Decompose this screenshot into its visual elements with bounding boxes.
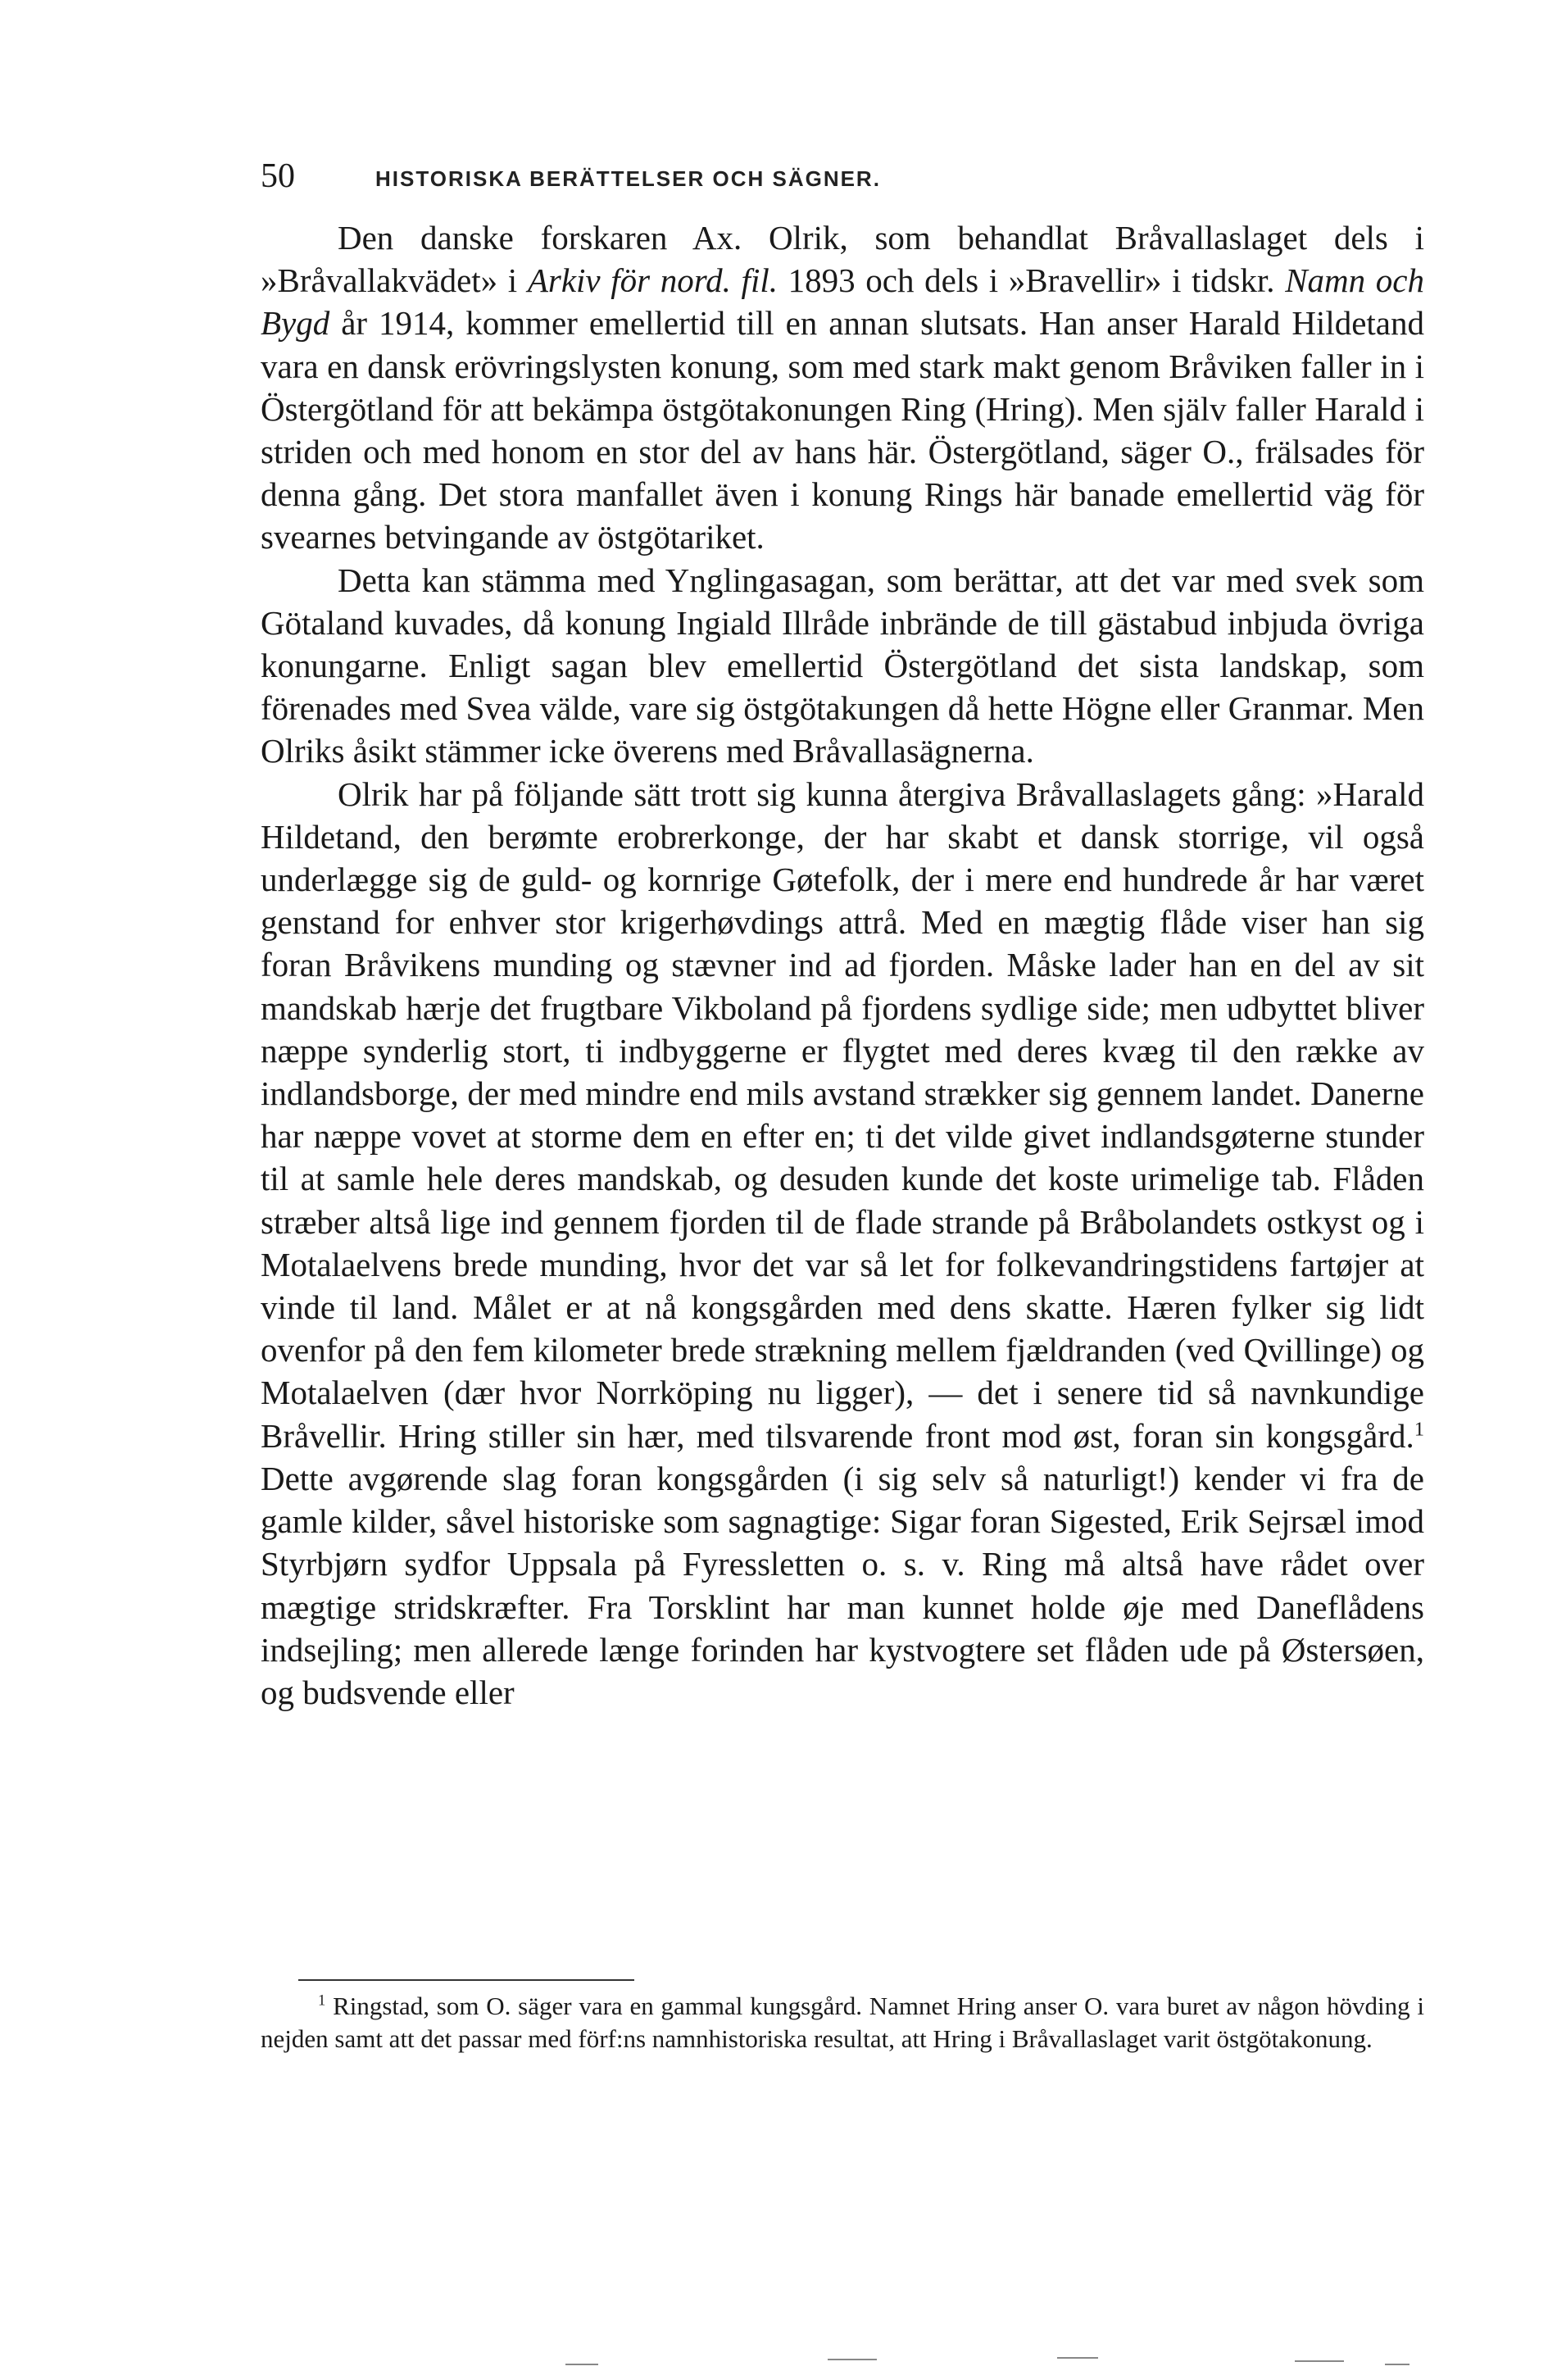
paragraph bbox=[261, 216, 1424, 559]
footnotes bbox=[261, 1990, 1424, 2055]
footnote-marker: 1 bbox=[318, 1992, 326, 2010]
page-header bbox=[261, 156, 1424, 205]
text-run: år 1914, kommer emellertid till en annan slutsats. Han anser Harald Hildetand vara en dansk erövringslysten konung, som med stark makt genom Bråviken faller in i Östergötland för att bekämpa östgötakonungen Ring (Hring). Men själv faller Harald i striden och med honom en stor del av hans här. Östergötland, säger O., frälsades för denna gång. Det stora manfallet även i konung Rings här banade emellertid väg för svearnes betvingande av östgötariket. bbox=[261, 304, 1424, 556]
scan-artifact bbox=[1057, 2357, 1098, 2359]
footnote bbox=[261, 1990, 1424, 2055]
scan-artifact bbox=[828, 2359, 877, 2360]
scan-artifact bbox=[1385, 2364, 1409, 2365]
scan-artifact bbox=[565, 2364, 598, 2365]
italic-title: Arkiv för nord. fil. bbox=[527, 261, 778, 300]
footnote-marker: 1 bbox=[1414, 1418, 1424, 1441]
text-run: Den danske forskaren Ax. Olrik, som behandlat Bråvallaslaget dels i »Bråvallakvädet» i bbox=[261, 219, 1424, 300]
body-text bbox=[261, 216, 1424, 1714]
text-run: 1893 och dels i »Bravellir» i tidskr. bbox=[777, 261, 1286, 300]
text-run: Dette avgørende slag foran kongsgården (i sig selv så naturligt!) kender vi fra de gamle kilder, såvel historiske som sagnagtige: Sigar foran Sigested, Erik Sejrsæl imod Styrbjørn sydfor Uppsala på Fyressletten o. s. v. Ring må altså have rådet over mægtige stridskræfter. Fra Torsklint har man kunnet holde øje med Daneflådens indsejling; men allerede længe forinden har kystvogtere set flåden ude på Østersøen, og budsvende eller bbox=[261, 1459, 1424, 1711]
text-run: Ringstad, som O. säger vara en gammal kungsgård. Namnet Hring anser O. vara buret av någon hövding i nejden samt att det passar med förf:ns namnhistoriska resultat, att Hring i Bråvallaslaget varit östgötakonung. bbox=[261, 1992, 1424, 2053]
paragraph bbox=[261, 773, 1424, 1714]
page-number: 50 bbox=[261, 157, 295, 195]
paragraph bbox=[261, 559, 1424, 773]
footnote-rule bbox=[298, 1979, 634, 1981]
italic-title: Namn och Bygd bbox=[261, 261, 1424, 343]
text-run: Detta kan stämma med Ynglingasagan, som berättar, att det var med svek som Götaland kuvades, då konung Ingiald Illråde inbrände de till gästabud inbjuda övriga konungarne. Enligt sagan blev emellertid Östergötland det sista landskap, som förenades med Svea välde, vare sig östgötakungen då hette Högne eller Granmar. Men Olriks åsikt stämmer icke överens med Bråvallasägnerna. bbox=[261, 561, 1424, 770]
scan-artifact bbox=[1295, 2360, 1344, 2362]
text-run: Olrik har på följande sätt trott sig kunna återgiva Bråvallaslagets gång: »Harald Hildetand, den berømte erobrerkonge, der har skabt et dansk storrige, vil også underlægge sig de guld- og kornrige Gøtefolk, der i mere end hundrede år har været genstand for enhver stor krigerhøvdings attrå. Med en mægtig flåde viser han sig foran Bråvikens munding og stævner ind ad fjorden. Måske lader han en del av sit mandskab hærje det frugtbare Vikboland på fjordens sydlige side; men udbyttet bliver næppe synderlig stort, ti indbyggerne er flygtet med deres kvæg til den række av indlandsborge, der med mindre end mils avstand strækker sig gennem landet. Danerne har næppe vovet at storme dem en efter en; ti det vilde givet indlandsgøterne stunder til at samle hele deres mandskab, og desuden kunde det koste urimelige tab. Flåden stræber altså lige ind gennem fjorden til de flade strande på Bråbolandets ostkyst og i Motalaelvens brede munding, hvor det var så let for folkevandringstidens fartøjer at vinde til land. Målet er at nå kongsgården med dens skatte. Hæren fylker sig lidt ovenfor på den fem kilometer brede strækning mellem fjældranden (ved Qvillinge) og Motalaelven (dær hvor Norrköping nu ligger), — det i senere tid så navnkundige Bråvellir. Hring stiller sin hær, med tilsvarende front mod øst, foran sin kongsgård. bbox=[261, 774, 1424, 1455]
running-head: HISTORISKA BERÄTTELSER OCH SÄGNER. bbox=[375, 166, 881, 191]
